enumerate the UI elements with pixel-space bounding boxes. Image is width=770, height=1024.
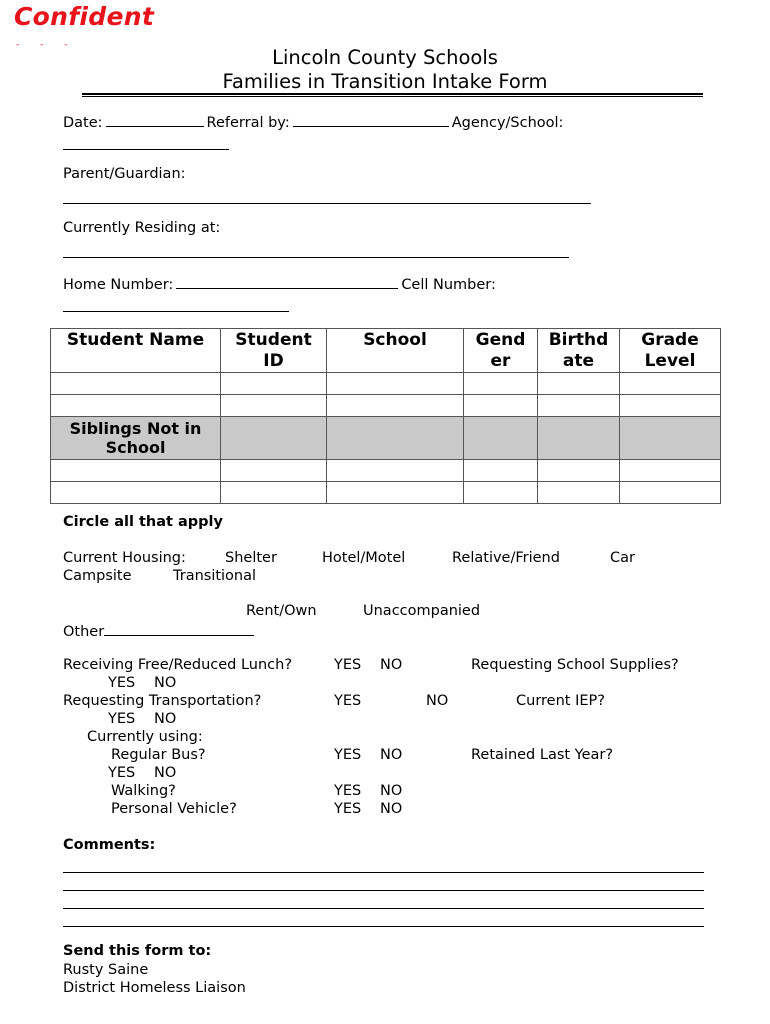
table-cell[interactable] [327,460,464,482]
agency-field[interactable] [63,149,229,150]
bus-question: Regular Bus? [111,747,206,763]
table-cell[interactable] [221,460,327,482]
residing-label: Currently Residing at: [63,220,221,236]
other-field[interactable] [104,621,254,636]
table-cell[interactable] [620,373,721,395]
table-cell [620,417,721,460]
transport-question: Requesting Transportation? [63,693,262,709]
parent-label: Parent/Guardian: [63,166,186,182]
home-number-label: Home Number: [63,277,174,293]
table-cell[interactable] [221,395,327,417]
bus-yes[interactable]: YES [334,747,362,763]
table-cell[interactable] [51,373,221,395]
siblings-header-row [51,417,721,460]
watermark-fragment: - - - [16,40,77,50]
cell-number-label: Cell Number: [401,277,496,293]
retained-no[interactable]: NO [154,765,177,781]
table-cell[interactable] [51,482,221,504]
siblings-label: Siblings Not in School [51,417,221,460]
header-gender: Gend er [464,329,538,373]
walking-yes[interactable]: YES [334,783,362,799]
table-cell [221,417,327,460]
residing-field[interactable] [63,257,569,258]
form-title-line2: Families in Transition Intake Form [222,70,548,93]
table-cell[interactable] [464,373,538,395]
header-student-name: Student Name [51,329,221,373]
option-transitional[interactable]: Transitional [173,568,257,584]
table-cell[interactable] [620,460,721,482]
iep-yes[interactable]: YES [108,711,136,727]
vehicle-question: Personal Vehicle? [111,801,237,817]
table-cell[interactable] [51,395,221,417]
lunch-yes[interactable]: YES [334,657,362,673]
table-header-row [51,329,721,373]
option-car[interactable]: Car [610,550,635,566]
iep-question: Current IEP? [516,693,605,709]
phone-row [63,274,496,293]
table-cell [538,417,620,460]
comments-label: Comments: [63,837,156,853]
table-cell[interactable] [464,460,538,482]
table-cell[interactable] [51,460,221,482]
table-row [51,373,721,395]
header-school: School [327,329,464,373]
table-cell[interactable] [327,482,464,504]
header-student-id: Student ID [221,329,327,373]
table-cell [464,417,538,460]
transport-yes[interactable]: YES [334,693,362,709]
date-label: Date: [63,115,103,131]
table-cell[interactable] [464,482,538,504]
confidential-watermark: Confident [14,2,155,31]
table-cell[interactable] [221,373,327,395]
home-number-field[interactable] [176,274,398,289]
transport-no[interactable]: NO [426,693,449,709]
table-cell[interactable] [538,482,620,504]
option-rent-own[interactable]: Rent/Own [246,603,317,619]
walking-question: Walking? [111,783,176,799]
student-table [50,328,721,504]
vehicle-no[interactable]: NO [380,801,403,817]
comments-line[interactable] [63,908,704,909]
circle-heading: Circle all that apply [63,514,223,530]
table-row [51,460,721,482]
header-grade-level: Grade Level [620,329,721,373]
lunch-question: Receiving Free/Reduced Lunch? [63,657,293,673]
table-cell[interactable] [538,373,620,395]
parent-field[interactable] [63,203,591,204]
agency-label: Agency/School: [451,115,564,131]
iep-no[interactable]: NO [154,711,177,727]
referral-label: Referral by: [206,115,290,131]
form-title-line1: Lincoln County Schools [272,46,498,69]
table-cell[interactable] [538,460,620,482]
comments-line[interactable] [63,926,704,927]
vehicle-yes[interactable]: YES [334,801,362,817]
comments-line[interactable] [63,890,704,891]
currently-using-label: Currently using: [87,729,203,745]
walking-no[interactable]: NO [380,783,403,799]
table-cell [327,417,464,460]
table-cell[interactable] [620,482,721,504]
cell-number-field[interactable] [63,311,289,312]
comments-line[interactable] [63,872,704,873]
title-rule [82,93,703,97]
option-other[interactable]: Other [63,624,105,640]
table-cell[interactable] [327,373,464,395]
referral-field[interactable] [293,112,449,127]
header-birthdate: Birthd ate [538,329,620,373]
lunch-no[interactable]: NO [380,657,403,673]
send-form-label: Send this form to: [63,943,212,959]
table-cell[interactable] [620,395,721,417]
housing-label: Current Housing: [63,550,186,566]
date-referral-row [63,112,563,131]
other-row [63,621,257,640]
table-cell[interactable] [327,395,464,417]
table-row [51,482,721,504]
supplies-yes[interactable]: YES [108,675,136,691]
supplies-question: Requesting School Supplies? [471,657,679,673]
option-relative-friend[interactable]: Relative/Friend [452,550,560,566]
option-hotel-motel[interactable]: Hotel/Motel [322,550,406,566]
table-cell[interactable] [538,395,620,417]
retained-question: Retained Last Year? [471,747,614,763]
table-row [51,395,721,417]
option-unaccompanied[interactable]: Unaccompanied [363,603,481,619]
option-campsite[interactable]: Campsite [63,568,132,584]
table-cell[interactable] [464,395,538,417]
option-shelter[interactable]: Shelter [225,550,277,566]
liaison-role: District Homeless Liaison [63,980,246,996]
liaison-name: Rusty Saine [63,962,149,978]
retained-yes[interactable]: YES [108,765,136,781]
supplies-no[interactable]: NO [154,675,177,691]
date-field[interactable] [106,112,204,127]
bus-no[interactable]: NO [380,747,403,763]
table-cell[interactable] [221,482,327,504]
